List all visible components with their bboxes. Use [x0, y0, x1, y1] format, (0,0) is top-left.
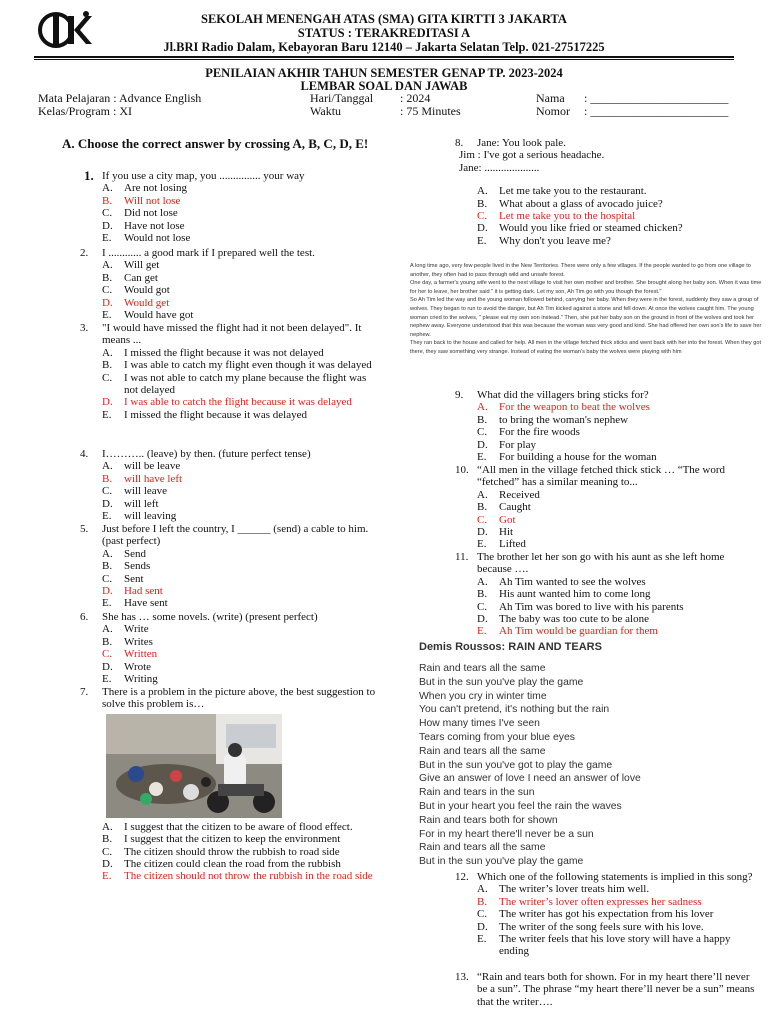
option-text: Write	[124, 623, 149, 636]
option-letter: B.	[102, 560, 113, 573]
option-text: I suggest that the citizen to be aware of flood effect.	[124, 820, 353, 833]
question-stem: Just before I left the country, I ______ (send) a cable to him. (past perfect)	[102, 523, 369, 548]
option-text: Writing	[124, 673, 158, 686]
header-divider-thin	[34, 59, 734, 60]
answer-option[interactable]	[102, 309, 380, 321]
lyric-line: When you cry in winter time	[419, 690, 547, 702]
answer-option[interactable]	[477, 526, 755, 538]
question-12	[455, 871, 755, 958]
answer-option[interactable]	[477, 414, 755, 426]
school-status: STATUS : TERAKREDITASI A	[297, 26, 471, 40]
question-number: 12.	[455, 871, 469, 883]
answer-option[interactable]	[477, 896, 755, 908]
lyric-line: Rain and tears both for shown	[419, 814, 558, 826]
option-text: What about a glass of avocado juice?	[499, 197, 663, 210]
option-letter: A.	[102, 820, 113, 833]
option-letter: E.	[102, 309, 112, 322]
answer-option[interactable]	[102, 347, 380, 359]
option-letter: A.	[477, 401, 488, 414]
answer-option[interactable]	[102, 510, 380, 522]
option-text: The writer’s lover treats him well.	[499, 883, 650, 896]
question-stem: I ............ a good mark if I prepared well the test.	[102, 247, 315, 259]
option-text: Written	[124, 648, 158, 661]
answer-option[interactable]	[477, 439, 755, 451]
question-7	[80, 686, 380, 883]
option-letter: A.	[477, 185, 488, 198]
option-letter: C.	[102, 371, 113, 384]
answer-option[interactable]	[477, 489, 755, 501]
option-letter: D.	[477, 526, 488, 539]
option-text: I was able to catch my flight even though it was delayed	[124, 359, 372, 372]
option-text: Would got	[124, 284, 170, 297]
option-letter: D.	[102, 660, 113, 673]
dialog-line: Jane: You look pale.	[477, 137, 566, 149]
option-letter: C.	[477, 600, 488, 613]
option-letter: B.	[102, 833, 113, 846]
answer-option[interactable]	[477, 185, 755, 197]
name-field[interactable]: : _______________________	[584, 91, 729, 105]
option-letter: B.	[102, 194, 113, 207]
option-letter: E.	[477, 234, 487, 247]
option-letter: E.	[102, 597, 112, 610]
answer-option[interactable]	[102, 548, 380, 560]
option-text: The citizen should not throw the rubbish in the road side	[124, 870, 373, 883]
option-letter: B.	[477, 895, 488, 908]
question-number: 11.	[455, 551, 469, 563]
option-letter: C.	[477, 513, 488, 526]
option-letter: A.	[102, 346, 113, 359]
question-5	[80, 523, 380, 610]
option-letter: D.	[477, 222, 488, 235]
day-label: Hari/Tanggal	[310, 91, 374, 105]
answer-option[interactable]	[477, 625, 755, 637]
option-letter: A.	[102, 547, 113, 560]
option-letter: C.	[477, 210, 488, 223]
answer-option[interactable]	[477, 401, 755, 413]
answer-option[interactable]	[102, 359, 380, 371]
option-text: will leaving	[124, 510, 177, 523]
answer-option[interactable]	[477, 538, 755, 550]
answer-option[interactable]	[477, 222, 755, 234]
option-text: Caught	[499, 501, 531, 514]
option-letter: B.	[102, 472, 113, 485]
question-stem: “All men in the village fetched thick stick … “The word “fetched” has a similar meaning to...	[477, 464, 726, 489]
question-stem: "I would have missed the flight had it not been delayed". It means ...	[102, 322, 362, 347]
dialog-line: Jane: ....................	[459, 161, 540, 174]
option-text: Hit	[499, 526, 514, 539]
passage-paragraph: They ran back to the house and called for help. All men in the village fetched thick sticks and went back with her into the forest. When they got there, they saw something very strange. Instead of eating the woman's baby the wolves were playing with him	[410, 340, 762, 355]
number-field[interactable]: : _______________________	[584, 104, 729, 118]
answer-option[interactable]	[102, 195, 380, 207]
answer-option[interactable]	[102, 870, 380, 882]
option-text: Ah Tim wanted to see the wolves	[499, 575, 646, 588]
question-number: 13.	[455, 971, 469, 983]
answer-option[interactable]	[102, 284, 380, 296]
question-number: 1.	[84, 168, 94, 183]
answer-option[interactable]	[102, 207, 380, 219]
option-text: Have sent	[124, 597, 168, 610]
answer-option[interactable]	[102, 661, 380, 673]
question-4	[80, 448, 380, 522]
lyric-line: But in the sun you've got to play the game	[419, 759, 613, 771]
question-number: 9.	[455, 389, 464, 401]
option-letter: B.	[102, 271, 113, 284]
option-text: to bring the woman's nephew	[499, 413, 629, 426]
question-number: 6.	[80, 611, 89, 623]
option-letter: C.	[477, 908, 488, 921]
option-text: The citizen could clean the road from the rubbish	[124, 858, 341, 871]
option-text: Ah Tim would be guardian for them	[499, 625, 658, 638]
question-8-dialog	[455, 137, 755, 247]
question-9	[455, 389, 755, 463]
answer-option[interactable]	[102, 182, 380, 194]
question-number: 3.	[80, 322, 89, 334]
option-text: For play	[499, 438, 536, 451]
option-letter: C.	[102, 648, 113, 661]
school-name: SEKOLAH MENENGAH ATAS (SMA) GITA KIRTTI 3 JAKARTA	[201, 12, 567, 26]
answer-option[interactable]	[102, 220, 380, 232]
option-text: Will not lose	[124, 194, 181, 207]
option-letter: E.	[477, 933, 487, 946]
lyric-line: Tears coming from your blue eyes	[419, 731, 575, 743]
question-stem: Which one of the following statements is implied in this song?	[477, 871, 753, 883]
answer-option[interactable]	[102, 297, 380, 309]
question-number: 10.	[455, 464, 469, 476]
lyric-line: Rain and tears all the same	[419, 663, 546, 674]
answer-option[interactable]	[477, 576, 755, 588]
number-label: Nomor	[536, 104, 570, 118]
lyric-line: Rain and tears in the sun	[419, 787, 535, 799]
lyric-line: But in the sun you've play the game	[419, 676, 584, 688]
option-letter: D.	[102, 585, 113, 598]
option-text: Received	[499, 488, 540, 501]
option-text: For the fire woods	[499, 426, 580, 439]
option-text: The writer has got his expectation from his lover	[499, 908, 714, 921]
option-text: Ah Tim was bored to live with his parents	[499, 600, 684, 613]
answer-option[interactable]	[477, 426, 755, 438]
answer-option[interactable]	[102, 272, 380, 284]
option-letter: D.	[102, 396, 113, 409]
option-text: will have left	[124, 472, 183, 485]
name-label: Nama	[536, 91, 565, 105]
answer-option[interactable]	[477, 210, 755, 222]
question-11	[455, 551, 755, 638]
day-value: : 2024	[400, 91, 431, 105]
exam-title: PENILAIAN AKHIR TAHUN SEMESTER GENAP TP. 2023-2024	[205, 66, 563, 80]
option-text: Lifted	[499, 538, 526, 551]
answer-option[interactable]	[102, 259, 380, 271]
option-letter: A.	[102, 460, 113, 473]
option-text: Can get	[124, 271, 158, 284]
option-text: will left	[124, 497, 159, 510]
option-text: Wrote	[124, 660, 152, 673]
passage-paragraph: One day, a farmer's young wife went to the next village to visit her own mother and brother. She brought along her baby son. When it was time for her to leave, her brother said " it is getting dark. Let my son, Ah Tim go with you though the forest."	[410, 280, 762, 295]
option-text: Had sent	[124, 585, 163, 598]
passage-paragraph: A long time ago, very few people lived in the New Territories. There were only a few villages. If the people wanted to go from one village to another, they often had to pass through wild and unsafe forest.	[410, 263, 751, 278]
reading-passage	[410, 262, 766, 357]
question-stem: There is a problem in the picture above, the best suggestion to solve this problem is…	[102, 686, 376, 711]
option-text: I missed the flight because it was not delayed	[124, 346, 324, 359]
option-text: The baby was too cute to be alone	[499, 613, 649, 626]
option-text: Have not lose	[124, 219, 185, 232]
option-letter: D.	[102, 497, 113, 510]
option-text: Would you like fried or steamed chicken?	[499, 222, 683, 235]
question-stem: “Rain and tears both for shown. For in my heart there’ll never be a sun”. The phrase “my heart there’ll never be a sun” means that the writer….	[477, 971, 755, 1008]
option-letter: E.	[477, 451, 487, 464]
option-text: Got	[499, 513, 516, 526]
answer-option[interactable]	[477, 514, 755, 526]
option-text: The writer of the song feels sure with his love.	[499, 920, 704, 933]
dialog-line: Jim : I've got a serious headache.	[459, 149, 605, 162]
answer-option[interactable]	[102, 673, 380, 685]
option-text: Sends	[124, 560, 151, 573]
question-stem: What did the villagers bring sticks for?	[477, 389, 649, 401]
answer-option[interactable]	[102, 232, 380, 244]
question-number: 5.	[80, 523, 89, 535]
option-text: The writer’s lover often expresses her sadness	[499, 895, 702, 908]
option-text: His aunt wanted him to come long	[499, 588, 651, 601]
question-stem: The brother let her son go with his aunt as she left home because ….	[477, 551, 725, 576]
section-a-heading: A. Choose the correct answer by crossing A, B, C, D, E!	[62, 136, 369, 151]
option-letter: E.	[102, 870, 112, 883]
answer-option[interactable]	[102, 858, 380, 870]
answer-option[interactable]	[477, 921, 755, 933]
answer-option[interactable]	[102, 498, 380, 510]
option-text: Would have got	[124, 309, 194, 322]
option-text: I suggest that the citizen to keep the environment	[124, 833, 341, 846]
option-text: Send	[124, 547, 146, 560]
option-text: The citizen should throw the rubbish to road side	[124, 845, 340, 858]
question-stem: If you use a city map, you ............... your way	[102, 170, 305, 182]
answer-option[interactable]	[477, 198, 755, 210]
option-text: will be leave	[124, 460, 181, 473]
lyric-line: Rain and tears all the same	[419, 842, 546, 854]
answer-option[interactable]	[102, 460, 380, 472]
option-letter: C.	[102, 485, 113, 498]
option-text: For the weapon to beat the wolves	[499, 401, 650, 414]
option-letter: C.	[102, 207, 113, 220]
answer-option[interactable]	[102, 648, 380, 660]
option-letter: E.	[477, 625, 487, 638]
school-address: Jl.BRI Radio Dalam, Kebayoran Baru 12140 – Jakarta Selatan Telp. 021-27517225	[163, 40, 605, 54]
option-letter: A.	[102, 182, 113, 195]
answer-option[interactable]	[102, 372, 380, 397]
option-letter: C.	[102, 845, 113, 858]
answer-option[interactable]	[477, 501, 755, 513]
answer-option[interactable]	[477, 601, 755, 613]
song-title: Demis Roussos: RAIN AND TEARS	[419, 641, 602, 653]
option-letter: B.	[477, 588, 488, 601]
lyric-line: Rain and tears all the same	[419, 745, 546, 757]
option-text: I was able to catch the flight because it was delayed	[124, 396, 352, 409]
lyric-line: But in your heart you feel the rain the waves	[419, 800, 622, 812]
answer-option[interactable]	[102, 597, 380, 609]
time-label: Waktu	[310, 104, 342, 118]
option-text: The writer feels that his love story will have a happy ending	[499, 933, 731, 958]
option-letter: D.	[477, 920, 488, 933]
option-letter: C.	[102, 572, 113, 585]
option-letter: A.	[102, 259, 113, 272]
option-text: Did not lose	[124, 207, 178, 220]
option-letter: D.	[102, 858, 113, 871]
option-text: Writes	[124, 635, 153, 648]
option-letter: B.	[477, 501, 488, 514]
option-letter: D.	[477, 613, 488, 626]
option-text: Are not losing	[124, 182, 187, 195]
question-stem: She has … some novels. (write) (present perfect)	[102, 611, 318, 623]
option-letter: A.	[477, 575, 488, 588]
option-letter: B.	[102, 359, 113, 372]
lyric-line: Give an answer of love I need an answer of love	[419, 773, 641, 785]
answer-option[interactable]	[102, 636, 380, 648]
option-text: Why don't you leave me?	[499, 234, 611, 247]
question-10	[455, 464, 755, 551]
option-letter: D.	[102, 296, 113, 309]
question-13	[455, 971, 755, 1008]
option-text: Let me take you to the restaurant.	[499, 185, 647, 198]
lyric-line: For in my heart there'll never be a sun	[419, 828, 594, 840]
question-number: 8.	[455, 137, 464, 149]
lyric-line: But in the sun you've play the game	[419, 856, 584, 868]
answer-option[interactable]	[102, 821, 380, 833]
answer-option[interactable]	[102, 485, 380, 497]
class-label: Kelas/Program : XI	[38, 104, 132, 118]
option-letter: C.	[477, 426, 488, 439]
option-letter: B.	[477, 197, 488, 210]
answer-option[interactable]	[477, 933, 755, 958]
lyric-line: You can't pretend, it's nothing but the rain	[419, 704, 610, 716]
answer-option[interactable]	[102, 573, 380, 585]
answer-option[interactable]	[102, 473, 380, 485]
question-number: 7.	[80, 686, 89, 698]
answer-option[interactable]	[477, 908, 755, 920]
song-lyrics	[419, 662, 641, 869]
lyric-line: How many times I've seen	[419, 718, 540, 730]
option-letter: E.	[477, 538, 487, 551]
question-3	[80, 322, 380, 421]
answer-option[interactable]	[102, 585, 380, 597]
answer-option[interactable]	[477, 588, 755, 600]
option-letter: B.	[102, 635, 113, 648]
option-text: Let me take you to the hospital	[499, 210, 636, 223]
time-value: : 75 Minutes	[400, 104, 461, 118]
answer-option[interactable]	[477, 883, 755, 895]
question-2	[80, 247, 380, 321]
question-6	[80, 611, 380, 685]
option-letter: D.	[102, 219, 113, 232]
answer-option[interactable]	[102, 560, 380, 572]
option-text: Would get	[124, 296, 170, 309]
option-letter: B.	[477, 413, 488, 426]
option-letter: E.	[102, 673, 112, 686]
option-letter: E.	[102, 510, 112, 523]
option-letter: E.	[102, 408, 112, 421]
header-divider	[34, 56, 734, 58]
option-text: I missed the flight because it was delayed	[124, 408, 307, 421]
option-text: Sent	[124, 572, 144, 585]
question-stem: I……….. (leave) by then. (future perfect tense)	[102, 448, 311, 460]
option-letter: E.	[102, 232, 112, 245]
answer-option[interactable]	[477, 613, 755, 625]
answer-option[interactable]	[477, 235, 755, 247]
question-number: 4.	[80, 448, 89, 460]
answer-option[interactable]	[102, 846, 380, 858]
option-letter: A.	[477, 488, 488, 501]
answer-option[interactable]	[102, 833, 380, 845]
option-text: I was not able to catch my plane because the flight was not delayed	[124, 371, 367, 397]
sheet-title: LEMBAR SOAL DAN JAWAB	[300, 79, 468, 93]
option-letter: C.	[102, 284, 113, 297]
passage-paragraph: So Ah Tim led the way and the young woman followed behind, carrying her baby. When they were in the forest, suddenly they saw a group of wolves. They began to run to avoid the danger, but Ah Tim kicked against a stone and fell down. At once the wolves caught him. The young woman cried to the wolves, " please eat my own son instead." Then, she put her baby son on the ground in front of the wolves and took her nephew away. Everyone understood that this was because the woman was very good and kind. She had offered her own son's life to save her nephew.	[410, 297, 762, 338]
answer-option[interactable]	[102, 409, 380, 421]
answer-option[interactable]	[102, 623, 380, 635]
option-text: will leave	[124, 485, 168, 498]
option-letter: A.	[477, 883, 488, 896]
option-letter: A.	[102, 623, 113, 636]
option-letter: D.	[477, 438, 488, 451]
option-text: For building a house for the woman	[499, 451, 657, 464]
question-1	[80, 170, 380, 244]
subject-label: Mata Pelajaran : Advance English	[38, 91, 202, 105]
question-number: 2.	[80, 247, 89, 259]
option-text: Will get	[124, 259, 160, 272]
answer-option[interactable]	[477, 451, 755, 463]
option-text: Would not lose	[124, 232, 191, 245]
answer-option[interactable]	[102, 396, 380, 408]
